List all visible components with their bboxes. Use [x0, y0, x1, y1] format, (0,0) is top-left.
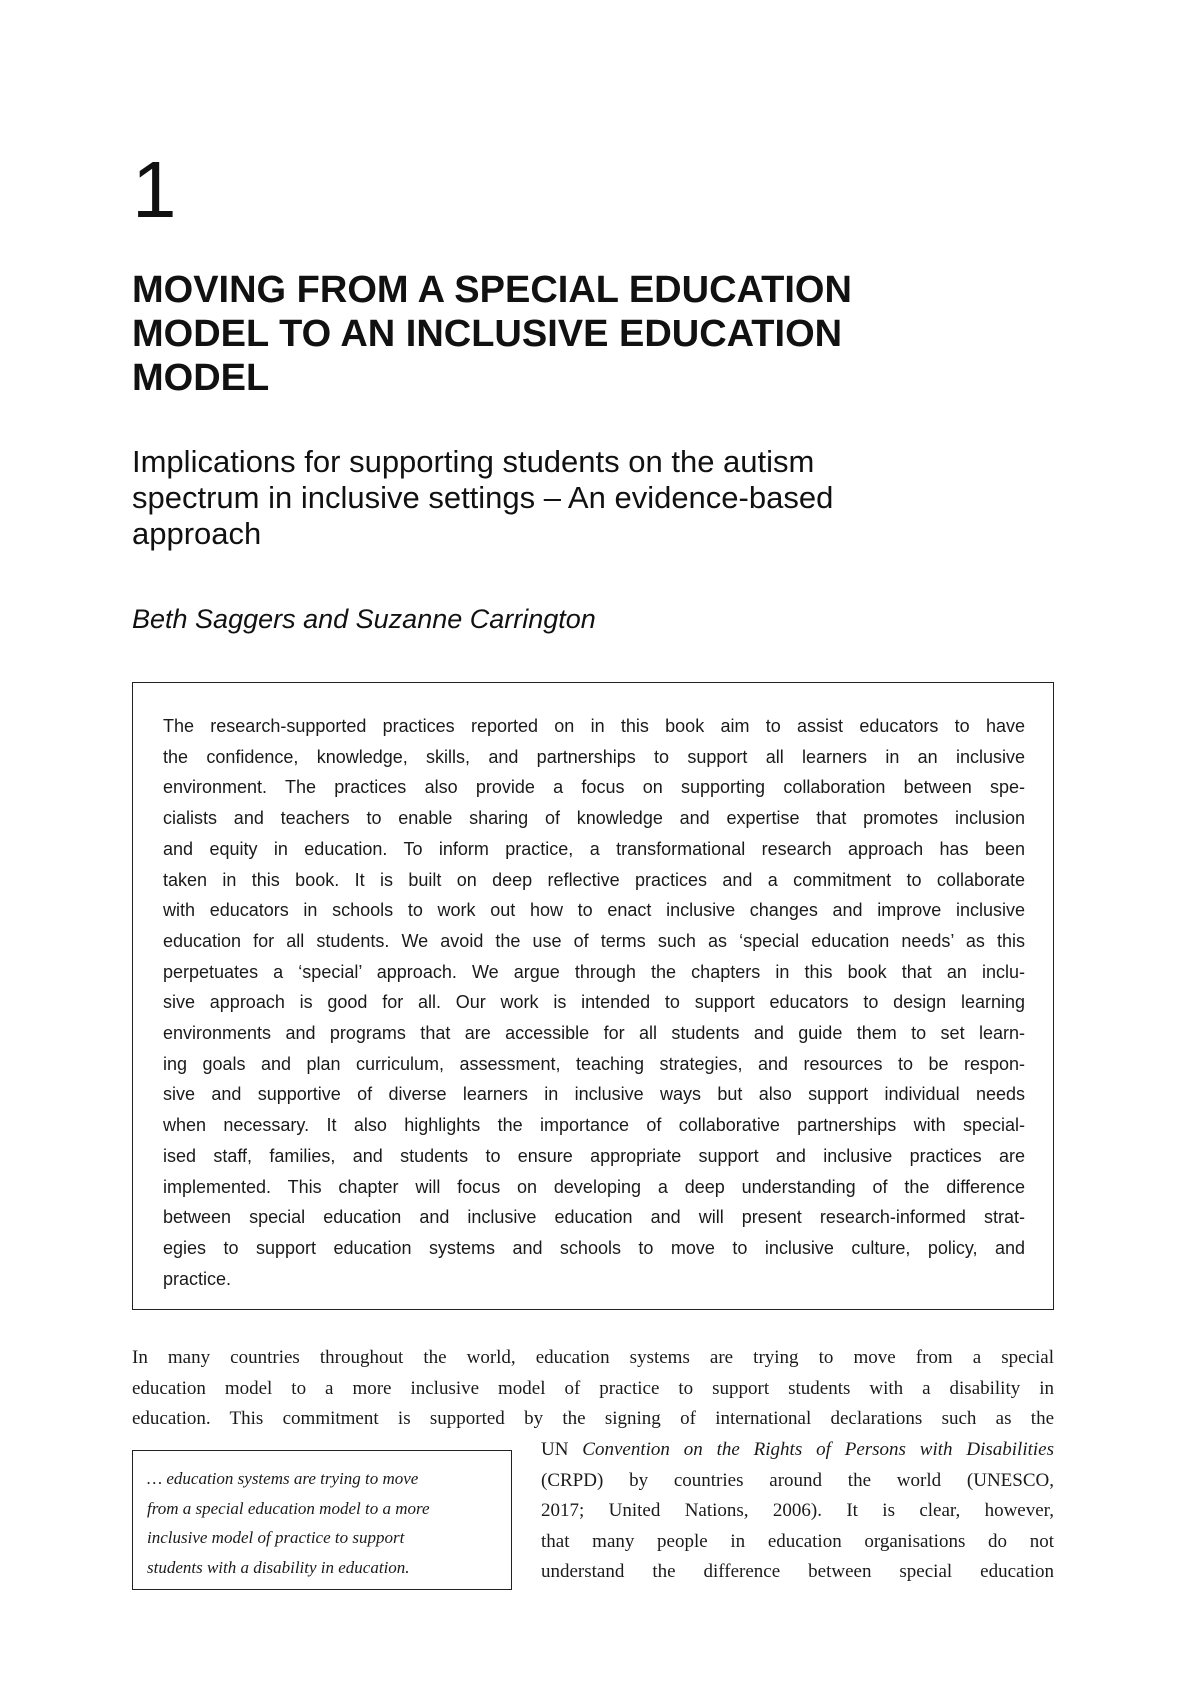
- abstract-box: [132, 682, 1054, 1310]
- chapter-number: 1: [132, 145, 177, 234]
- chapter-subtitle-line: approach: [132, 516, 262, 551]
- abstract-line: environments and programs that are accessible for all students and guide them to set learn-: [163, 1023, 1025, 1044]
- body-line: that many people in education organisations do not: [541, 1530, 1054, 1552]
- body-paragraph: [132, 1343, 1054, 1435]
- abstract-line: egies to support education systems and schools to move to inclusive culture, policy, and: [163, 1237, 1025, 1258]
- chapter-title-line: MODEL: [132, 357, 270, 399]
- chapter-title-line: MOVING FROM A SPECIAL EDUCATION: [132, 269, 852, 311]
- abstract-line: when necessary. It also highlights the importance of collaborative partnerships with special-: [163, 1115, 1025, 1136]
- pull-quote-line: … education systems are trying to move: [147, 1469, 419, 1488]
- chapter-authors: Beth Saggers and Suzanne Carrington: [132, 604, 596, 634]
- abstract-line: sive and supportive of diverse learners in inclusive ways but also support individual needs: [163, 1084, 1025, 1105]
- abstract-text: [163, 711, 1025, 1294]
- convention-title: Convention on the Rights of Persons with Disabilities: [582, 1439, 1054, 1460]
- abstract-line: perpetuates a ‘special’ approach. We argue through the chapters in this book that an inclu-: [163, 961, 1025, 982]
- body-line: [541, 1435, 1054, 1466]
- pull-quote-text: [147, 1464, 499, 1582]
- abstract-line: sive approach is good for all. Our work is intended to support educators to design learning: [163, 992, 1025, 1013]
- abstract-line: The research-supported practices reported on in this book aim to assist educators to have: [163, 716, 1025, 736]
- abstract-line: practice.: [163, 1268, 232, 1289]
- chapter-subtitle-line: spectrum in inclusive settings – An evidence-based: [132, 480, 834, 515]
- body-line: (CRPD) by countries around the world (UNESCO,: [541, 1469, 1054, 1491]
- abstract-line: ing goals and plan curriculum, assessment, teaching strategies, and resources to be respon-: [163, 1053, 1025, 1074]
- body-paragraph-continued: [541, 1435, 1054, 1588]
- chapter-title: [132, 268, 1032, 400]
- abstract-line: implemented. This chapter will focus on developing a deep understanding of the difference: [163, 1176, 1025, 1197]
- abstract-line: environment. The practices also provide a focus on supporting collaboration between spe-: [163, 777, 1025, 798]
- pull-quote-box: [132, 1450, 512, 1590]
- abstract-line: the confidence, knowledge, skills, and partnerships to support all learners in an inclusive: [163, 746, 1025, 767]
- pull-quote-line: students with a disability in education.: [147, 1557, 410, 1577]
- abstract-line: with educators in schools to work out how to enact inclusive changes and improve inclusive: [163, 900, 1025, 921]
- chapter-subtitle-line: Implications for supporting students on the autism: [132, 444, 815, 479]
- pull-quote-line: from a special education model to a more: [147, 1498, 430, 1518]
- abstract-line: and equity in education. To inform practice, a transformational research approach has been: [163, 838, 1025, 859]
- abstract-line: taken in this book. It is built on deep reflective practices and a commitment to collaborate: [163, 869, 1025, 890]
- body-line: education. This commitment is supported by the signing of international declarations such as the: [132, 1408, 1054, 1429]
- chapter-title-line: MODEL TO AN INCLUSIVE EDUCATION: [132, 313, 843, 355]
- body-line: education model to a more inclusive model of practice to support students with a disability in: [132, 1377, 1054, 1399]
- pull-quote-line: inclusive model of practice to support: [147, 1528, 405, 1547]
- body-line: In many countries throughout the world, education systems are trying to move from a special: [132, 1347, 1054, 1368]
- abstract-line: between special education and inclusive education and will present research-informed strat-: [163, 1207, 1025, 1228]
- abstract-line: cialists and teachers to enable sharing of knowledge and expertise that promotes inclusion: [163, 808, 1025, 829]
- body-text: UN: [541, 1439, 583, 1460]
- abstract-line: education for all students. We avoid the use of terms such as ‘special education needs’ as this: [163, 930, 1025, 951]
- body-line: understand the difference between special education: [541, 1561, 1054, 1582]
- body-line: 2017; United Nations, 2006). It is clear, however,: [541, 1500, 1054, 1521]
- abstract-line: ised staff, families, and students to ensure appropriate support and inclusive practices are: [163, 1145, 1025, 1166]
- chapter-subtitle: [132, 444, 1032, 552]
